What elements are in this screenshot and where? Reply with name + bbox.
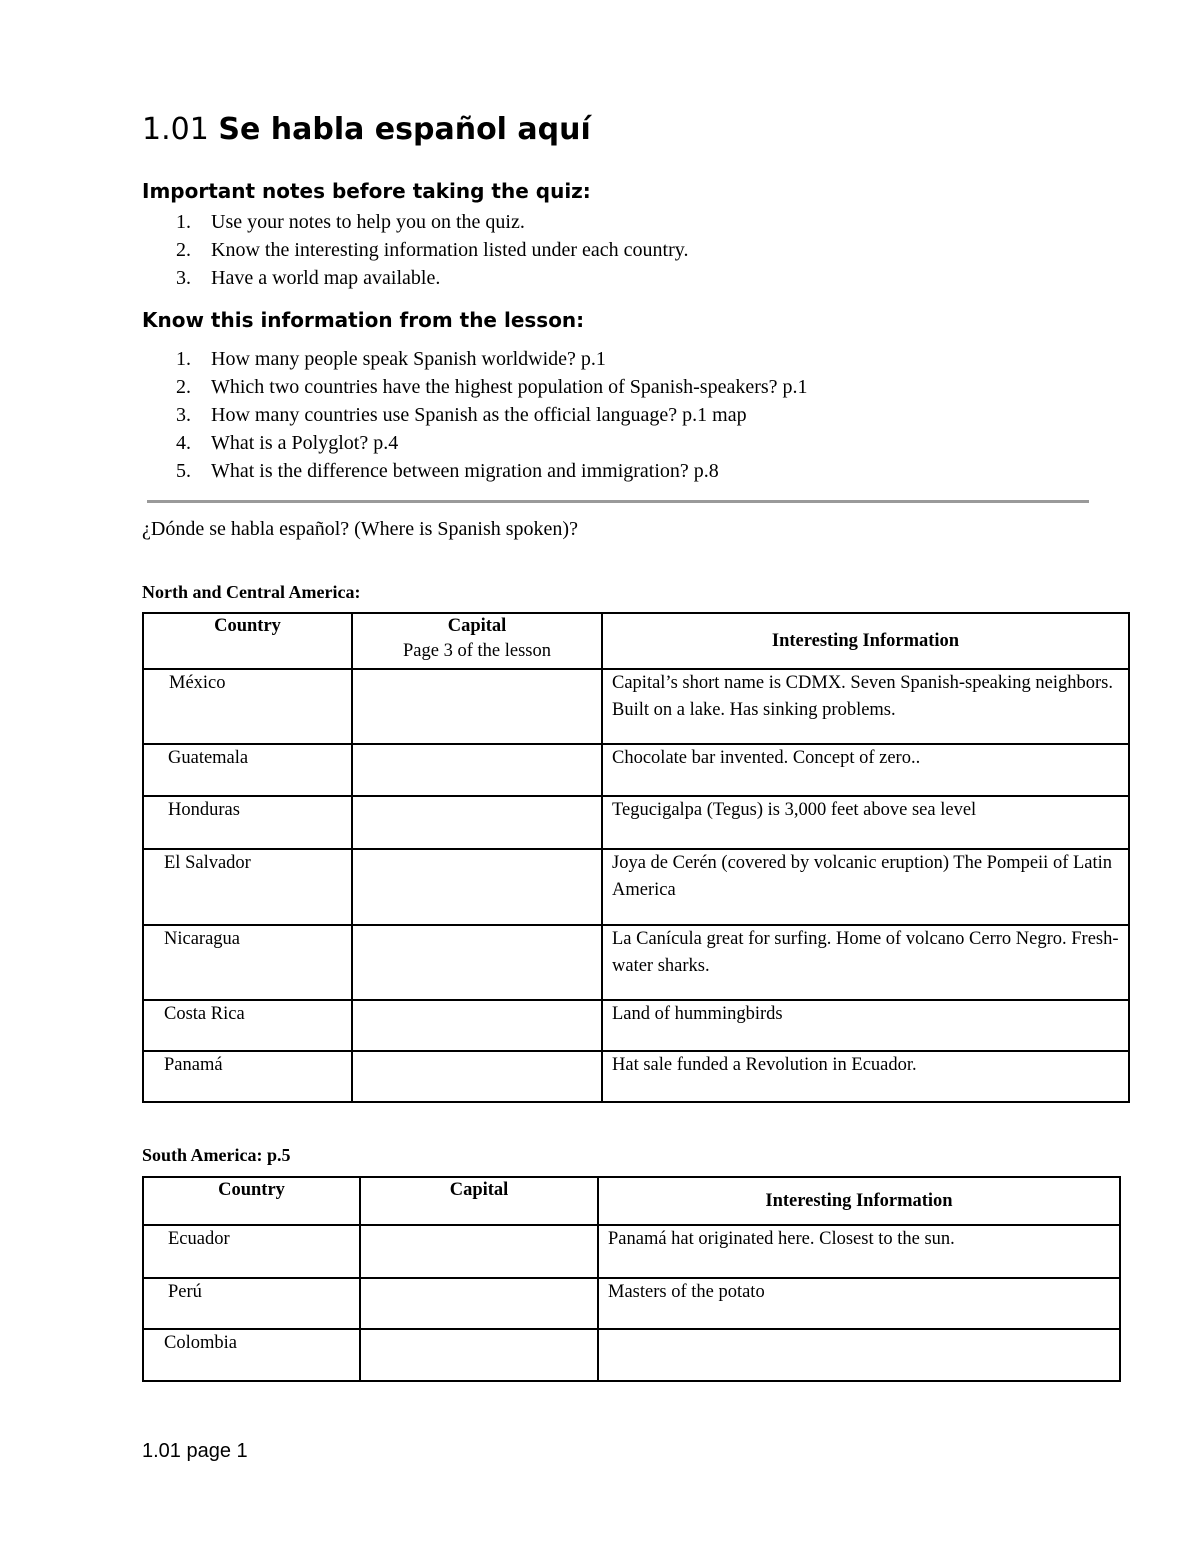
title-text: Se habla español aquí: [218, 112, 591, 147]
header-country: Country: [143, 613, 352, 669]
info-cell: Chocolate bar invented. Concept of zero..: [602, 744, 1129, 796]
table-header-row: [143, 613, 1129, 669]
lesson-heading: Know this information from the lesson:: [142, 308, 585, 332]
header-capital: [352, 613, 602, 669]
table-header-row: [143, 1177, 1120, 1225]
table-row: [143, 1278, 1120, 1329]
info-cell: Masters of the potato: [598, 1278, 1120, 1329]
capital-cell[interactable]: [360, 1278, 598, 1329]
capital-cell[interactable]: [352, 744, 602, 796]
info-cell: Panamá hat originated here. Closest to the sun.: [598, 1225, 1120, 1278]
table-row: [143, 1000, 1129, 1051]
table-row: [143, 1225, 1120, 1278]
info-cell: Capital’s short name is CDMX. Seven Spanish-speaking neighbors. Built on a lake. Has sinking problems.: [602, 669, 1129, 744]
info-cell: [598, 1329, 1120, 1381]
page-title: [142, 108, 591, 152]
capital-cell[interactable]: [352, 669, 602, 744]
country-cell: Costa Rica: [143, 1000, 352, 1051]
table-row: [143, 796, 1129, 849]
info-cell: La Canícula great for surfing. Home of volcano Cerro Negro. Fresh-water sharks.: [602, 925, 1129, 1000]
notes-heading: Important notes before taking the quiz:: [142, 179, 591, 203]
header-info: Interesting Information: [598, 1177, 1120, 1225]
south-america-table: [142, 1176, 1121, 1382]
capital-cell[interactable]: [352, 925, 602, 1000]
header-country: Country: [143, 1177, 360, 1225]
table-row: [143, 849, 1129, 925]
country-cell: El Salvador: [143, 849, 352, 925]
header-capital: Capital: [360, 1177, 598, 1225]
section-question: ¿Dónde se habla español? (Where is Spanish spoken)?: [142, 518, 578, 540]
capital-cell[interactable]: [352, 1051, 602, 1102]
header-capital-note: Page 3 of the lesson: [403, 641, 551, 661]
country-cell: Guatemala: [143, 744, 352, 796]
table-row: [143, 1329, 1120, 1381]
header-info: Interesting Information: [602, 613, 1129, 669]
table-row: [143, 669, 1129, 744]
country-cell: Panamá: [143, 1051, 352, 1102]
capital-cell[interactable]: [352, 849, 602, 925]
capital-cell[interactable]: [352, 796, 602, 849]
capital-cell[interactable]: [352, 1000, 602, 1051]
table-row: [143, 1051, 1129, 1102]
north-america-table: [142, 612, 1130, 1103]
country-cell: Honduras: [143, 796, 352, 849]
header-capital-label: Capital: [447, 616, 507, 636]
country-cell: Nicaragua: [143, 925, 352, 1000]
capital-cell[interactable]: [360, 1225, 598, 1278]
country-cell: Ecuador: [143, 1225, 360, 1278]
south-america-label: South America: p.5: [142, 1145, 291, 1165]
info-cell: Joya de Cerén (covered by volcanic eruption) The Pompeii of Latin America: [602, 849, 1129, 925]
info-cell: Land of hummingbirds: [602, 1000, 1129, 1051]
info-cell: Tegucigalpa (Tegus) is 3,000 feet above sea level: [602, 796, 1129, 849]
document-page: 1.01 Se habla español aquí Important notes before taking the quiz: 1. Use your notes to help you on the quiz. 2. Know the interesting information listed under each country. 3. Have a world map available. Know this information from the lesson: 1. How many people speak Spanish worldwide? p.1 2. Which two countries have the highest population of Spanish-speakers? p.1 3. How many countries use Spanish as the official language? p.1 map 4. What is a Polyglot? p.4 5. What is the difference between migration and immigration? p.8 ¿Dónde se habla español? (Where is Spanish spoken)? North and Central America: Country Capital Page 3 of the lesson Interesting Information México Capital’s short name is CDMX. Seven Spanish-speaking neighbors. Built on a lake. Has sinking problems. Guatemala Chocolate bar invented. Concept of zero.. Honduras Tegucigalpa (Tegus) is 3,000 feet above sea level El Salvador Joya de Cerén (covered by volcanic eruption) The Pompeii of Latin America Nicaragua La Canícula great for surfing. Home of volcano Cerro Negro. Fresh-water sharks. Costa Rica Land of hummingbirds Panamá Hat sale funded a Revolution in Ecuador. South America: p.5 Country Capital Interesting Information Ecuador Panamá hat originated here. Closest to the sun. Perú Masters of the potato Colombia 1.01 page 1: [0, 0, 1200, 1553]
country-cell: Colombia: [143, 1329, 360, 1381]
info-cell: Hat sale funded a Revolution in Ecuador.: [602, 1051, 1129, 1102]
title-number: 1.01: [142, 112, 209, 147]
table-row: [143, 744, 1129, 796]
capital-cell[interactable]: [360, 1329, 598, 1381]
country-cell: México: [143, 669, 352, 744]
country-cell: Perú: [143, 1278, 360, 1329]
north-america-label: North and Central America:: [142, 582, 361, 602]
horizontal-divider: [147, 500, 1089, 503]
table-row: [143, 925, 1129, 1000]
page-footer: 1.01 page 1: [142, 1440, 248, 1462]
